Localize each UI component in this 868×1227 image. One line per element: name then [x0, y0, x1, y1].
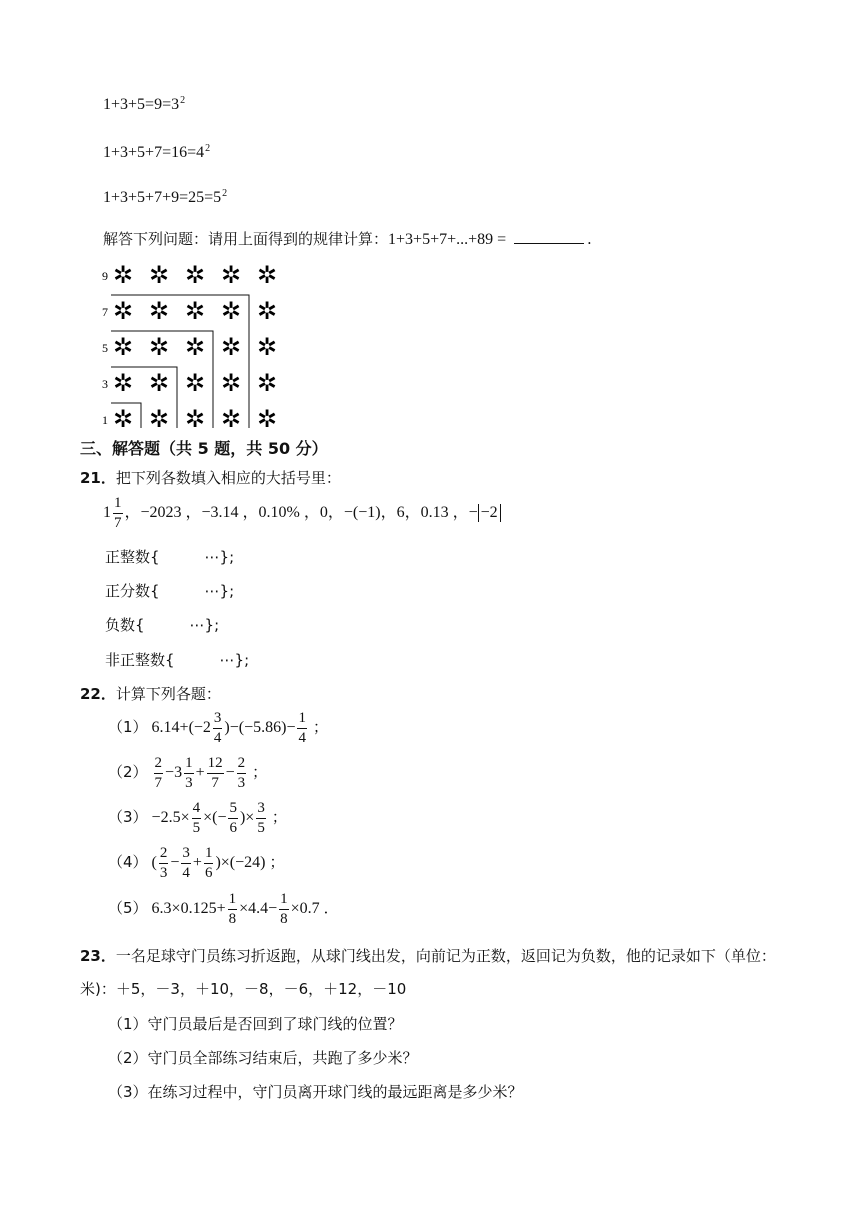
star-icon: ✲ [220, 371, 242, 397]
star-icon: ✲ [112, 335, 134, 361]
odd-sum-star-figure [96, 258, 286, 428]
star-icon: ✲ [184, 335, 206, 361]
q23-sub-3: （3）在练习过程中，守门员离开球门线的最远距离是多少米？ [108, 1083, 523, 1101]
category-positive-integers[interactable]: 正整数{ ⋯}; [105, 548, 235, 566]
star-icon: ✲ [220, 263, 242, 289]
star-icon: ✲ [256, 407, 278, 428]
star-icon: ✲ [256, 335, 278, 361]
star-icon: ✲ [112, 407, 134, 428]
star-icon: ✲ [220, 335, 242, 361]
row-label: 1 [102, 413, 108, 427]
q22-prompt: 22．计算下列各题： [80, 685, 221, 703]
pattern-line-2: $1+3+5+7=16=4^2$ [103, 143, 211, 161]
q21-number-list: 1 $\frac{1}{7}$ ，−2023 ，−3.14 ，0.10% ，0，−(−1)，6，0.13 ，− −2 [103, 496, 501, 531]
star-icon: ✲ [112, 299, 134, 325]
q22-item-5: （5） 6.3×0.125+ $\frac{1}{8}$ ×4.4− $\frac{1}{8}$ ×0.7 ． [108, 891, 339, 927]
star-icon: ✲ [112, 371, 134, 397]
pattern-question: 解答下列问题：请用上面得到的规律计算：1+3+5+7+...+89 = . [103, 230, 592, 248]
section-heading: 三、解答题（共 5 题，共 50 分） [80, 439, 328, 458]
star-icon: ✲ [184, 407, 206, 428]
category-positive-fractions[interactable]: 正分数{ ⋯}; [105, 582, 235, 600]
star-icon: ✲ [184, 263, 206, 289]
q21-prompt: 21．把下列各数填入相应的大括号里： [80, 469, 341, 487]
star-icon: ✲ [256, 263, 278, 289]
q22-item-4: （4） ( $\frac{2}{3}$ − $\frac{3}{4}$ + $\frac{1}{6}$ )×(−24) ； [108, 845, 285, 881]
q23-line-2: 米)：＋5，－3，＋10，－8，－6，＋12，－10 [80, 980, 407, 998]
star-icon: ✲ [148, 371, 170, 397]
pattern-line-3: $1+3+5+7+9=25=5^2$ [103, 188, 228, 206]
star-icon: ✲ [220, 299, 242, 325]
q22-item-1: （1） 6.14+(−2 $\frac{3}{4}$ )−(−5.86)− $\frac{1}{4}$ ； [108, 710, 328, 746]
star-icon: ✲ [148, 335, 170, 361]
star-icon: ✲ [184, 371, 206, 397]
q22-item-2: （2） $\frac{2}{7}$ −3 $\frac{1}{3}$ + $\frac{12}{7}$ − $\frac{2}{3}$ ； [108, 755, 268, 791]
star-icon: ✲ [112, 263, 134, 289]
pattern-line-1: $1+3+5=9=3^2$ [103, 95, 186, 113]
row-label: 7 [102, 305, 108, 319]
answer-blank[interactable] [514, 229, 584, 244]
row-label: 3 [102, 377, 108, 391]
star-icon: ✲ [220, 407, 242, 428]
star-icon: ✲ [148, 299, 170, 325]
q23-sub-2: （2）守门员全部练习结束后，共跑了多少米？ [108, 1049, 418, 1067]
star-icon: ✲ [148, 263, 170, 289]
q23-sub-1: （1）守门员最后是否回到了球门线的位置？ [108, 1015, 403, 1033]
category-negative-numbers[interactable]: 负数{ ⋯}; [105, 616, 220, 634]
star-icon: ✲ [256, 371, 278, 397]
row-label: 5 [102, 341, 108, 355]
star-icon: ✲ [148, 407, 170, 428]
row-label: 9 [102, 269, 108, 283]
star-icon: ✲ [184, 299, 206, 325]
star-icon: ✲ [256, 299, 278, 325]
category-non-positive-integers[interactable]: 非正整数{ ⋯}; [105, 651, 250, 669]
q22-item-3: （3） −2.5× $\frac{4}{5}$ ×(− $\frac{5}{6}$ )× $\frac{3}{5}$ ； [108, 800, 287, 836]
q23-line-1: 23．一名足球守门员练习折返跑，从球门线出发，向前记为正数，返回记为负数，他的记录如下（单位： [80, 947, 776, 965]
